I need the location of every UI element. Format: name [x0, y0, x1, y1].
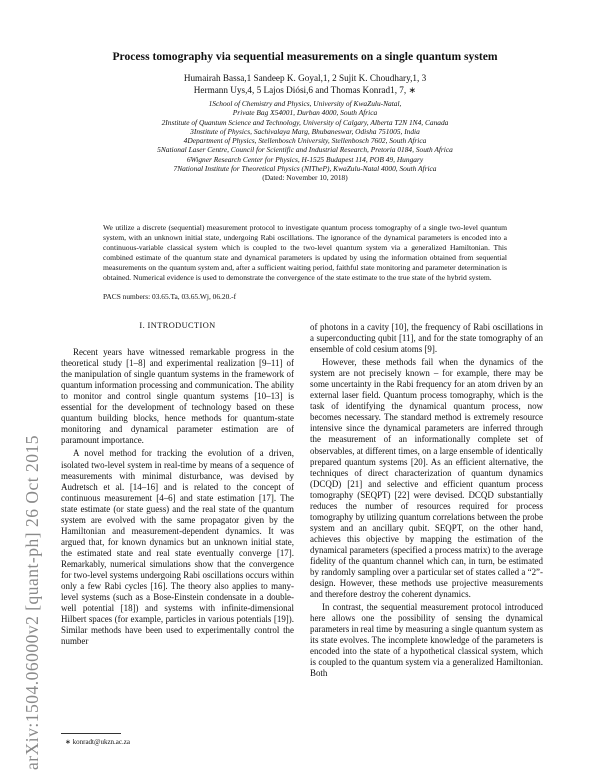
- paragraph: In contrast, the sequential measurement protocol introduced here allows one the possibility of sensing the dynamical parameters in real time by measuring a single quantum system as its state evolves. The incomplete knowledge of the parameters is encoded into the state of a hypothetical classical system, which is coupled to the quantum system via a generalized Hamiltonian. Both: [310, 602, 543, 679]
- affiliation: 5National Laser Centre, Council for Scientific and Industrial Research, Pretoria 0184, South Africa: [157, 145, 453, 155]
- footnote-divider: [61, 733, 121, 734]
- right-column: [310, 322, 543, 680]
- affiliation: 1School of Chemistry and Physics, University of KwaZulu-Natal,: [208, 99, 402, 108]
- paragraph: However, these methods fail when the dynamics of the system are not precisely known – for example, there may be some uncertainty in the Rabi frequency for an atom driven by an external laser field. Quantum process tomography, which is the task of identifying the dynamical quantum process, now becomes necessary. The standard method is extremely resource intensive since the dynamical parameters are inferred through the measurement of an informationally complete set of observables, at different times, on a large ensemble of identically prepared quantum systems [20]. As an efficient alternative, the techniques of direct characterization of quantum dynamics (DCQD) [21] and selective and efficient quantum process tomography (SEQPT) [22] were devised. DCQD substantially reduces the number of resources required for process tomography by utilizing quantum correlations between the probe system and an ancillary qubit. SEQPT, on the other hand, achieves this objective by mapping the estimation of the dynamical parameters (specified a process matrix) to the average fidelity of the quantum channel which can, in turn, be estimated by randomly sampling over a particular set of states called a “2”-design. However, these methods use projective measurements and therefore destroy the coherent dynamics.: [310, 357, 543, 600]
- affiliation: 7National Institute for Theoretical Physics (NITheP), KwaZulu-Natal 4000, South Africa: [173, 164, 437, 174]
- affiliation: 6Wigner Research Center for Physics, H-1525 Budapest 114, POB 49, Hungary: [186, 154, 424, 164]
- author-line: Humairah Bassa,1 Sandeep K. Goyal,1, 2 Sujit K. Choudhary,1, 3: [183, 73, 427, 83]
- paragraph: Recent years have witnessed remarkable progress in the theoretical study [1–8] and experimental realization [9–11] of the manipulation of single quantum systems in the framework of quantum information processing and communication. The ability to monitor and control single quantum systems [10–13] is essential for the development of technology based on these quantum building blocks, hence methods for quantum-state monitoring and dynamical parameter estimation are of paramount importance.: [61, 347, 294, 446]
- paragraph: A novel method for tracking the evolution of a driven, isolated two-level system in real-time by means of a sequence of measurements with minimal disturbance, was devised by Audretsch et al. [14–16] and is related to the concept of continuous measurement [4–6] and state estimation [17]. The state estimate (or state guess) and the real state of the quantum system are evolved with the same propagator given by the Hamiltonian and measurement-dependent dynamics. It was argued that, for known dynamics but an unknown initial state, the estimated state and real state eventually converge [17]. Remarkably, numerical simulations show that the convergence for two-level systems undergoing Rabi oscillations occurs within only a few Rabi cycles [16]. The theory also applies to many-level systems (such as a Bose-Einstein condensate in a double-well potential [18]) and systems with infinite-dimensional Hilbert spaces (for example, particles in various potentials [19]). Similar methods have been used to experimentally control the number: [61, 448, 294, 647]
- affiliation: 3Institute of Physics, Sachivalaya Marg, Bhubaneswar, Odisha 751005, India: [190, 126, 420, 136]
- arxiv-identifier: arXiv:1504.06000v2 [quant-ph] 26 Oct 2015: [22, 435, 42, 770]
- section-heading: I. INTRODUCTION: [139, 321, 216, 330]
- affiliation: 4Department of Physics, Stellenbosch University, Stellenbosch 7602, South Africa: [183, 136, 427, 146]
- author-list: [60, 73, 550, 96]
- abstract: We utilize a discrete (sequential) measurement protocol to investigate quantum process tomography of a single two-level quantum system, with an unknown initial state, undergoing Rabi oscillations. The ignorance of the dynamical parameters is encoded into a continuous-variable classical system which is coupled to the two-level quantum system via a generalized Hamiltonian. This combined estimate of the quantum state and dynamical parameters is updated by using the information obtained from sequential measurements on the quantum system and, after a sufficient waiting period, faithful state monitoring and parameter determination is obtained. Numerical evidence is used to demonstrate the convergence of the state estimate to the true state of the hybrid system.: [103, 223, 507, 282]
- pacs-numbers: PACS numbers: 03.65.Ta, 03.65.Wj, 06.20.-f: [103, 292, 237, 301]
- affiliation-list: [45, 99, 565, 183]
- author-line: Hermann Uys,4, 5 Lajos Diósi,6 and Thomas Konrad1, 7, ∗: [193, 84, 417, 95]
- affiliation: 2Institute of Quantum Science and Technology, University of Calgary, Alberta T2N 1N4, Canada: [161, 117, 449, 127]
- affiliation: Private Bag X54001, Durban 4000, South Africa: [232, 108, 378, 118]
- paper-title: Process tomography via sequential measurements on a single quantum system: [112, 50, 498, 63]
- left-column: [61, 312, 294, 647]
- date-line: (Dated: November 10, 2018): [262, 173, 348, 183]
- footnote-email: ∗ konradt@ukzn.ac.za: [65, 738, 130, 746]
- paragraph: of photons in a cavity [10], the frequency of Rabi oscillations in a superconducting qubit [11], and for the state tomography of an ensemble of cold cesium atoms [9].: [310, 322, 543, 355]
- arxiv-sidebar: [8, 170, 42, 770]
